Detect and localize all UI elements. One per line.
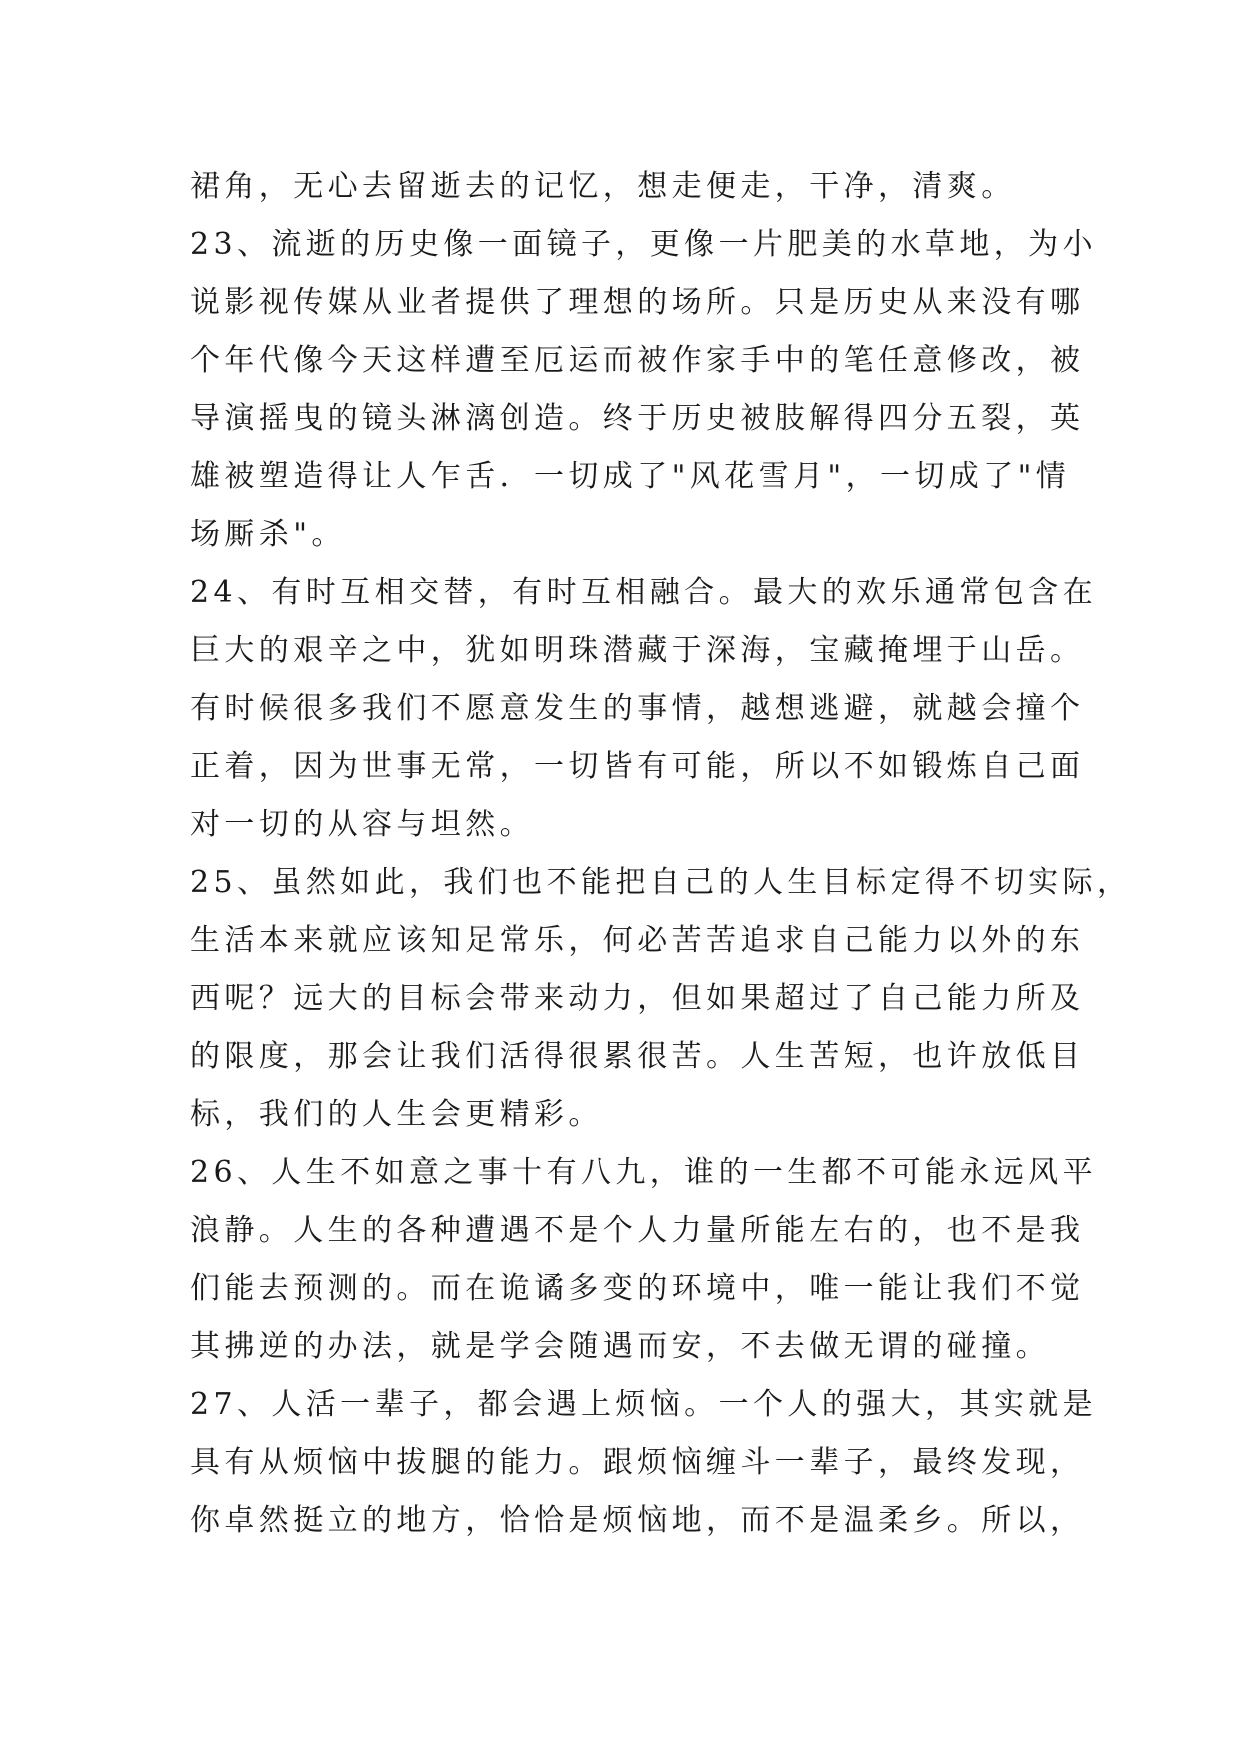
body-text [190,158,1132,1550]
text-line: 浪静。人生的各种遭遇不是个人力量所能左右的，也不是我 [190,1213,1085,1248]
text-line: 生活本来就应该知足常乐，何必苦苦追求自己能力以外的东 [190,923,1085,958]
text-line: 你卓然挺立的地方，恰恰是烦恼地，而不是温柔乡。所以， [190,1503,1085,1538]
text-line: 的限度，那会让我们活得很累很苦。人生苦短，也许放低目 [190,1039,1085,1074]
text-line: 导演摇曳的镜头淋漓创造。终于历史被肢解得四分五裂，英 [190,401,1085,436]
text-line: 具有从烦恼中拔腿的能力。跟烦恼缠斗一辈子，最终发现， [190,1445,1085,1480]
text-line: 24、有时互相交替，有时互相融合。最大的欢乐通常包含在 [190,575,1097,610]
text-line: 对一切的从容与坦然。 [190,807,534,842]
text-line: 标，我们的人生会更精彩。 [190,1097,603,1132]
text-line: 其拂逆的办法，就是学会随遇而安，不去做无谓的碰撞。 [190,1329,1050,1364]
text-line: 们能去预测的。而在诡谲多变的环境中，唯一能让我们不觉 [190,1271,1085,1306]
text-line: 裙角，无心去留逝去的记忆，想走便走，干净，清爽。 [190,169,1016,204]
text-line: 巨大的艰辛之中，犹如明珠潜藏于深海，宝藏掩埋于山岳。 [190,633,1085,668]
text-line: 西呢？远大的目标会带来动力，但如果超过了自己能力所及 [190,981,1085,1016]
text-line: 26、人生不如意之事十有八九，谁的一生都不可能永远风平 [190,1155,1097,1190]
text-line: 有时候很多我们不愿意发生的事情，越想逃避，就越会撞个 [190,691,1085,726]
text-line: 正着，因为世事无常，一切皆有可能，所以不如锻炼自己面 [190,749,1085,784]
text-line: 说影视传媒从业者提供了理想的场所。只是历史从来没有哪 [190,285,1085,320]
text-line: 27、人活一辈子，都会遇上烦恼。一个人的强大，其实就是 [190,1387,1097,1422]
text-line: 25、虽然如此，我们也不能把自己的人生目标定得不切实际， [190,865,1132,900]
text-line: 雄被塑造得让人乍舌．一切成了"风花雪月"，一切成了"情 [190,459,1071,494]
text-line: 23、流逝的历史像一面镜子，更像一片肥美的水草地，为小 [190,227,1097,262]
text-line: 个年代像今天这样遭至厄运而被作家手中的笔任意修改，被 [190,343,1085,378]
text-line: 场厮杀"。 [190,517,346,552]
